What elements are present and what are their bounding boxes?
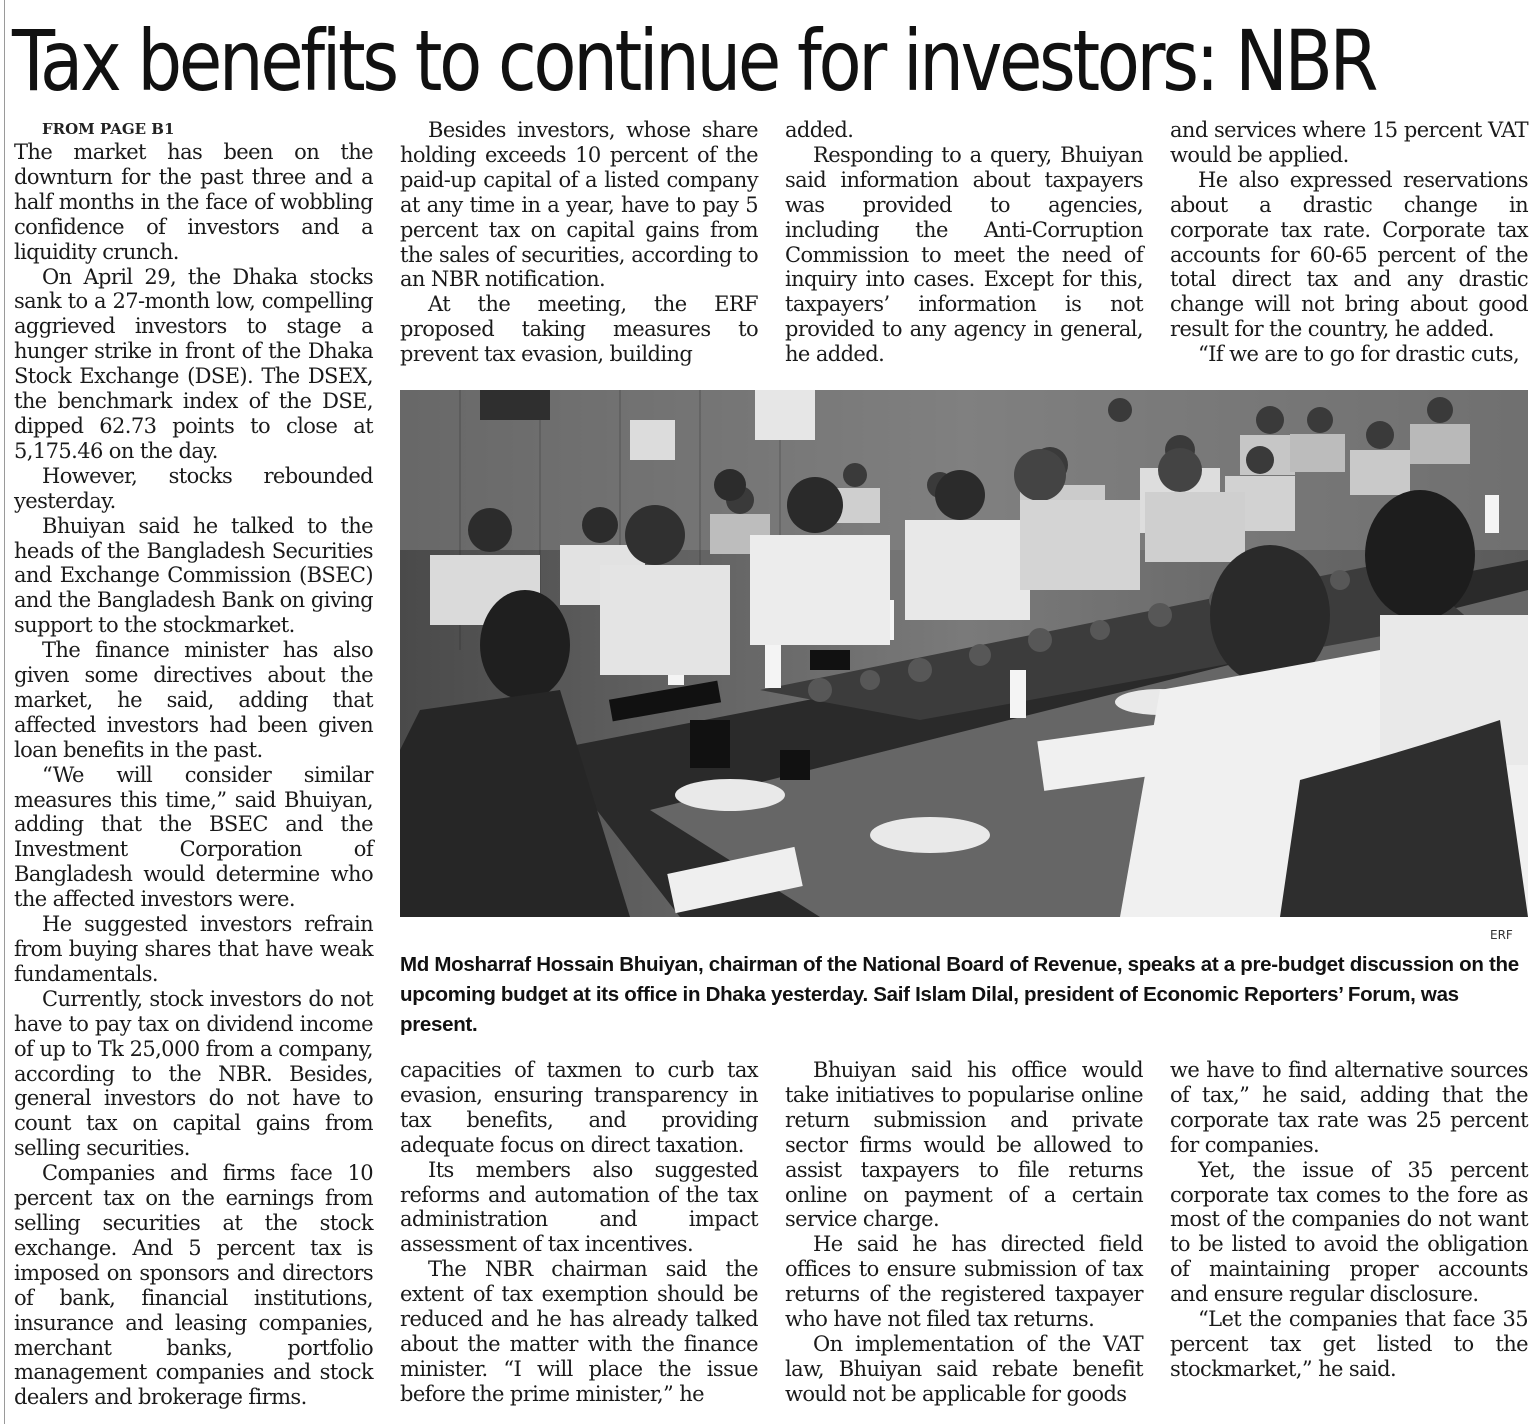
meeting-photo-illustration <box>400 390 1528 917</box>
photo-credit: ERF <box>1490 928 1513 942</box>
article-column-4-bottom <box>1170 1058 1528 1382</box>
paragraph: Bhuiyan said his office would take initiatives to popularise online return submission and private sector firms would be allowed to assist taxpayers to file returns online on payment of a certain service charge. <box>785 1058 1143 1232</box>
kicker: FROM PAGE B1 <box>42 120 175 138</box>
paragraph: and services where 15 percent VAT would be applied. <box>1170 118 1528 167</box>
article-column-2-bottom <box>400 1058 758 1407</box>
paragraph: On implementation of the VAT law, Bhuiyan said rebate benefit would not be applicable for goods <box>785 1331 1143 1406</box>
paragraph: Companies and firms face 10 percent tax on the earnings from selling securities at the stock exchange. And 5 percent tax is imposed on sponsors and directors of bank, financial institutions, insurance and leasing companies, merchant banks, portfolio management companies and stock dealers and brokerage firms. <box>14 1161 373 1410</box>
paragraph: added. <box>785 118 854 142</box>
paragraph: The NBR chairman said the extent of tax exemption should be reduced and he has already talked about the matter with the finance minister. “I will place the issue before the prime minister,” he <box>400 1257 758 1406</box>
paragraph: He also expressed reservations about a drastic change in corporate tax rate. Corporate tax accounts for 60-65 percent of the total direct tax and any drastic change will not bring about good result for the country, he added. <box>1170 167 1528 342</box>
paragraph: On April 29, the Dhaka stocks sank to a 27-month low, compelling aggrieved investors to stage a hunger strike in front of the Dhaka Stock Exchange (DSE). The DSEX, the benchmark index of the DSE, dipped 62.73 points to close at 5,175.46 on the day. <box>14 264 373 463</box>
news-photo <box>400 390 1528 917</box>
article-column-2-top <box>400 118 758 367</box>
paragraph: capacities of taxmen to curb tax evasion, ensuring transparency in tax benefits, and providing adequate focus on direct taxation. <box>400 1058 758 1157</box>
article-column-1 <box>14 118 373 1410</box>
paragraph: Responding to a query, Bhuiyan said information about taxpayers was provided to agencies, including the Anti-Corruption Commission to meet the need of inquiry into cases. Except for this, taxpayers’ information is not provided to any agency in general, he added. <box>785 142 1143 367</box>
paragraph: Besides investors, whose share holding exceeds 10 percent of the paid-up capital of a listed company at any time in a year, have to pay 5 percent tax on capital gains from the sales of securities, according to an NBR notification. <box>400 118 758 292</box>
paragraph: Yet, the issue of 35 percent corporate tax comes to the fore as most of the companies do not want to be listed to avoid the obligation of maintaining proper accounts and ensure regular disclosure. <box>1170 1157 1528 1307</box>
paragraph: “If we are to go for drastic cuts, <box>1198 342 1520 367</box>
paragraph: “Let the companies that face 35 percent tax get listed to the stockmarket,” he said. <box>1170 1307 1528 1381</box>
headline: Tax benefits to continue for investors: NBR <box>12 12 1376 110</box>
article-column-4-top <box>1170 118 1528 367</box>
page-edge-rule <box>4 0 5 1424</box>
paragraph: The finance minister has also given some directives about the market, he said, adding that affected investors had been given loan benefits in the past. <box>14 638 373 762</box>
paragraph: The market has been on the downturn for the past three and a half months in the face of wobbling confidence of investors and a liquidity crunch. <box>14 140 373 264</box>
photo-caption: Md Mosharraf Hossain Bhuiyan, chairman of the National Board of Revenue, speaks at a pre-budget discussion on the upcoming budget at its office in Dhaka yesterday. Saif Islam Dilal, president of Economic Reporters’ Forum, was present. <box>400 953 1519 1036</box>
paragraph: He said he has directed field offices to ensure submission of tax returns of the registered taxpayer who have not filed tax returns. <box>785 1232 1143 1332</box>
paragraph: we have to find alternative sources of tax,” he said, adding that the corporate tax rate was 25 percent for companies. <box>1170 1058 1528 1157</box>
paragraph: He suggested investors refrain from buying shares that have weak fundamentals. <box>14 912 373 986</box>
paragraph: “We will consider similar measures this time,” said Bhuiyan, adding that the BSEC and the Investment Corporation of Bangladesh would determine who the affected investors were. <box>14 762 373 912</box>
paragraph: At the meeting, the ERF proposed taking measures to prevent tax evasion, building <box>400 292 758 367</box>
paragraph: However, stocks rebounded yesterday. <box>14 463 373 513</box>
article-column-3-bottom <box>785 1058 1143 1407</box>
paragraph: Currently, stock investors do not have to pay tax on dividend income of up to Tk 25,000 from a company, according to the NBR. Besides, general investors do not have to count tax on capital gains from selling securities. <box>14 986 373 1161</box>
article-column-3-top <box>785 118 1143 367</box>
paragraph: Its members also suggested reforms and automation of the tax administration and impact assessment of tax incentives. <box>400 1157 758 1257</box>
paragraph: Bhuiyan said he talked to the heads of the Bangladesh Securities and Exchange Commission (BSEC) and the Bangladesh Bank on giving support to the stockmarket. <box>14 513 373 638</box>
